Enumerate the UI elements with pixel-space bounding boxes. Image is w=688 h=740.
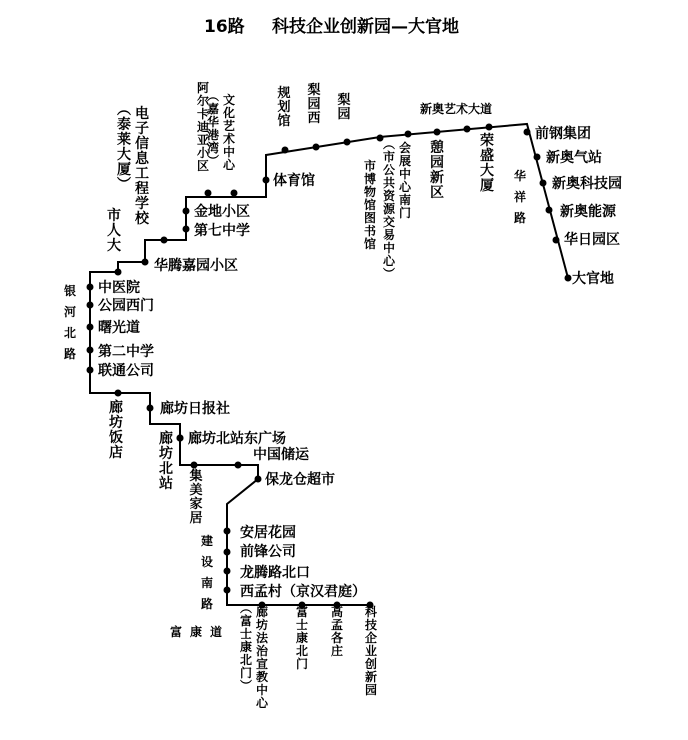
stop-dot-17 bbox=[87, 324, 94, 331]
stop-dot-12 bbox=[177, 435, 184, 442]
stop-dot-21 bbox=[142, 259, 149, 266]
stop-dot-26 bbox=[231, 190, 238, 197]
stop-label-13: 廊坊日报社 bbox=[160, 401, 230, 417]
stop-dot-20 bbox=[115, 269, 122, 276]
stop-label-35: 荣盛大厦 bbox=[480, 133, 494, 194]
stop-label-12: 廊坊北站东广场 bbox=[188, 431, 286, 447]
stop-dot-10 bbox=[191, 462, 198, 469]
stop-dot-8 bbox=[255, 476, 262, 483]
stops-layer bbox=[87, 124, 572, 609]
stop-label-1: 高孟各庄 bbox=[330, 605, 344, 658]
street-huaxiang: 华祥路 bbox=[513, 169, 527, 225]
stop-label-23: 金地小区 bbox=[194, 204, 250, 220]
stop-label-32: 会展中心南门︵市公共资源交易中心︶ bbox=[382, 137, 412, 281]
stop-dot-40 bbox=[553, 237, 560, 244]
stop-dot-14 bbox=[115, 390, 122, 397]
stop-dot-18 bbox=[87, 302, 94, 309]
stop-dot-39 bbox=[546, 207, 553, 214]
stop-dot-34 bbox=[464, 126, 471, 133]
stop-label-11: 廊坊北站 bbox=[159, 431, 173, 492]
stop-label-19: 中医院 bbox=[98, 280, 140, 296]
stop-dot-9 bbox=[235, 462, 242, 469]
stop-label-6: 前锋公司 bbox=[240, 544, 296, 560]
route-line bbox=[90, 124, 568, 605]
stop-label-3: 廊坊法治宣教中心︵富士康北门︶ bbox=[239, 601, 269, 710]
stop-label-24: 电子信息工程学校︵泰莱大厦︶ bbox=[117, 102, 149, 227]
stop-label-36: 前钢集团 bbox=[535, 126, 591, 142]
stop-dot-33 bbox=[434, 129, 441, 136]
stop-label-20: 市人大 bbox=[107, 208, 121, 254]
stop-dot-30 bbox=[344, 139, 351, 146]
stop-label-9: 中国储运 bbox=[253, 447, 309, 463]
stop-label-26: 文化艺术中心︵嘉华港湾︶ bbox=[206, 89, 236, 172]
stop-label-27: 体育馆 bbox=[273, 173, 315, 189]
stop-dot-37 bbox=[534, 154, 541, 161]
stop-label-8: 保龙仓超市 bbox=[265, 472, 335, 488]
route-number: 16路 bbox=[204, 17, 245, 37]
street-jianshe: 建设南路 bbox=[200, 534, 214, 611]
labels-layer bbox=[98, 80, 622, 710]
stop-dot-19 bbox=[87, 284, 94, 291]
stop-dot-25 bbox=[205, 190, 212, 197]
stop-label-7: 安居花园 bbox=[240, 525, 296, 541]
stop-dot-32 bbox=[405, 131, 412, 138]
stop-label-30: 梨园 bbox=[337, 93, 351, 122]
stop-dot-27 bbox=[263, 177, 270, 184]
stop-label-29: 梨园西 bbox=[307, 83, 321, 126]
stop-label-18: 公园西门 bbox=[98, 298, 154, 314]
stop-dot-16 bbox=[87, 347, 94, 354]
stop-label-0: 科技企业创新园 bbox=[364, 605, 378, 697]
stop-label-31: 市博物馆图书馆 bbox=[363, 159, 377, 251]
stop-dot-4 bbox=[224, 587, 231, 594]
stop-dot-38 bbox=[540, 180, 547, 187]
street-yinhe: 银河北路 bbox=[63, 284, 77, 361]
stop-label-10: 集美家居 bbox=[189, 469, 203, 526]
stop-dot-5 bbox=[224, 568, 231, 575]
stop-dot-13 bbox=[147, 405, 154, 412]
stop-dot-35 bbox=[486, 124, 493, 131]
stop-dot-23 bbox=[183, 208, 190, 215]
stop-dot-24 bbox=[161, 237, 168, 244]
stop-label-39: 新奥能源 bbox=[560, 204, 616, 220]
stop-label-5: 龙腾路北口 bbox=[240, 565, 310, 581]
stop-label-21: 华腾嘉园小区 bbox=[154, 258, 238, 274]
stop-dot-41 bbox=[565, 275, 572, 282]
stop-label-34: 新奥艺术大道 bbox=[420, 102, 493, 116]
stop-dot-6 bbox=[224, 549, 231, 556]
stop-label-38: 新奥科技园 bbox=[552, 176, 622, 192]
stop-label-33: 憩园新区 bbox=[430, 140, 444, 201]
stop-label-15: 联通公司 bbox=[98, 363, 154, 379]
stop-label-4: 西孟村（京汉君庭） bbox=[240, 584, 366, 600]
stop-dot-29 bbox=[313, 144, 320, 151]
stop-label-22: 第七中学 bbox=[194, 223, 250, 239]
stop-dot-36 bbox=[524, 129, 531, 136]
stop-dot-28 bbox=[282, 147, 289, 154]
stop-label-37: 新奥气站 bbox=[546, 150, 602, 166]
route-title: 科技企业创新园—大官地 bbox=[272, 17, 459, 37]
stop-label-25: 阿尔卡迪亚小区 bbox=[196, 81, 210, 173]
stop-dot-15 bbox=[87, 367, 94, 374]
stop-label-16: 第二中学 bbox=[98, 344, 154, 360]
stop-label-41: 大官地 bbox=[572, 271, 614, 287]
stop-label-14: 廊坊饭店 bbox=[109, 400, 123, 461]
stop-dot-22 bbox=[183, 226, 190, 233]
stop-label-2: 富士康北门 bbox=[295, 605, 309, 671]
street-fukang: 富康道 bbox=[170, 625, 231, 639]
stop-label-40: 华日园区 bbox=[564, 232, 620, 248]
stop-label-17: 曙光道 bbox=[98, 320, 140, 336]
stop-label-28: 规划馆 bbox=[277, 86, 291, 129]
stop-dot-7 bbox=[224, 528, 231, 535]
